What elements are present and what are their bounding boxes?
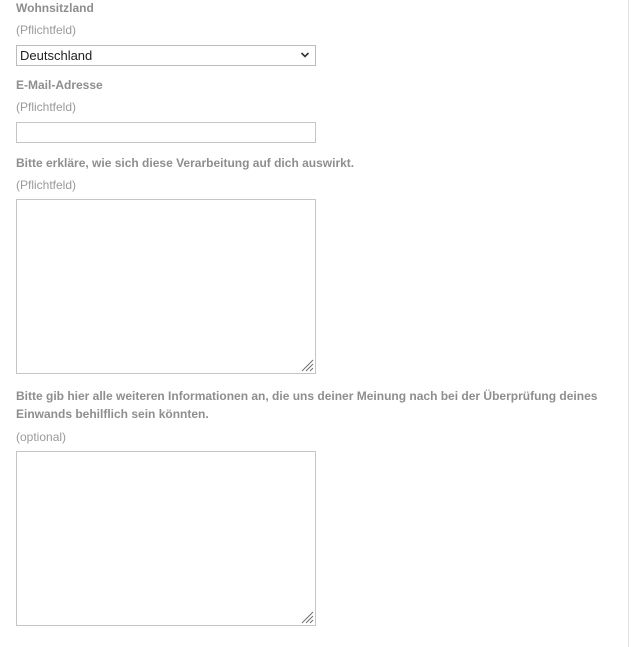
- impact-textarea[interactable]: [16, 199, 316, 374]
- chevron-down-icon: [300, 51, 310, 59]
- additional-info-optional-hint: (optional): [16, 430, 67, 444]
- email-field[interactable]: [16, 122, 316, 143]
- additional-info-textarea[interactable]: [16, 451, 316, 626]
- impact-label: Bitte erkläre, wie sich diese Verarbeitung auf dich auswirkt.: [16, 156, 355, 170]
- impact-required-hint: (Pflichtfeld): [16, 178, 77, 192]
- email-required-hint: (Pflichtfeld): [16, 100, 77, 114]
- country-select-value: Deutschland: [20, 48, 93, 63]
- additional-info-label: Bitte gib hier alle weiteren Informationen an, die uns deiner Meinung nach bei der Überprüfung deines Einwands behilflich sein könnten.: [16, 389, 598, 421]
- resize-grip-icon[interactable]: [300, 610, 314, 624]
- country-select[interactable]: [16, 45, 316, 66]
- resize-grip-icon[interactable]: [300, 358, 314, 372]
- country-required-hint: (Pflichtfeld): [16, 23, 77, 37]
- email-label: E-Mail-Adresse: [16, 78, 103, 92]
- country-label: Wohnsitzland: [16, 1, 94, 15]
